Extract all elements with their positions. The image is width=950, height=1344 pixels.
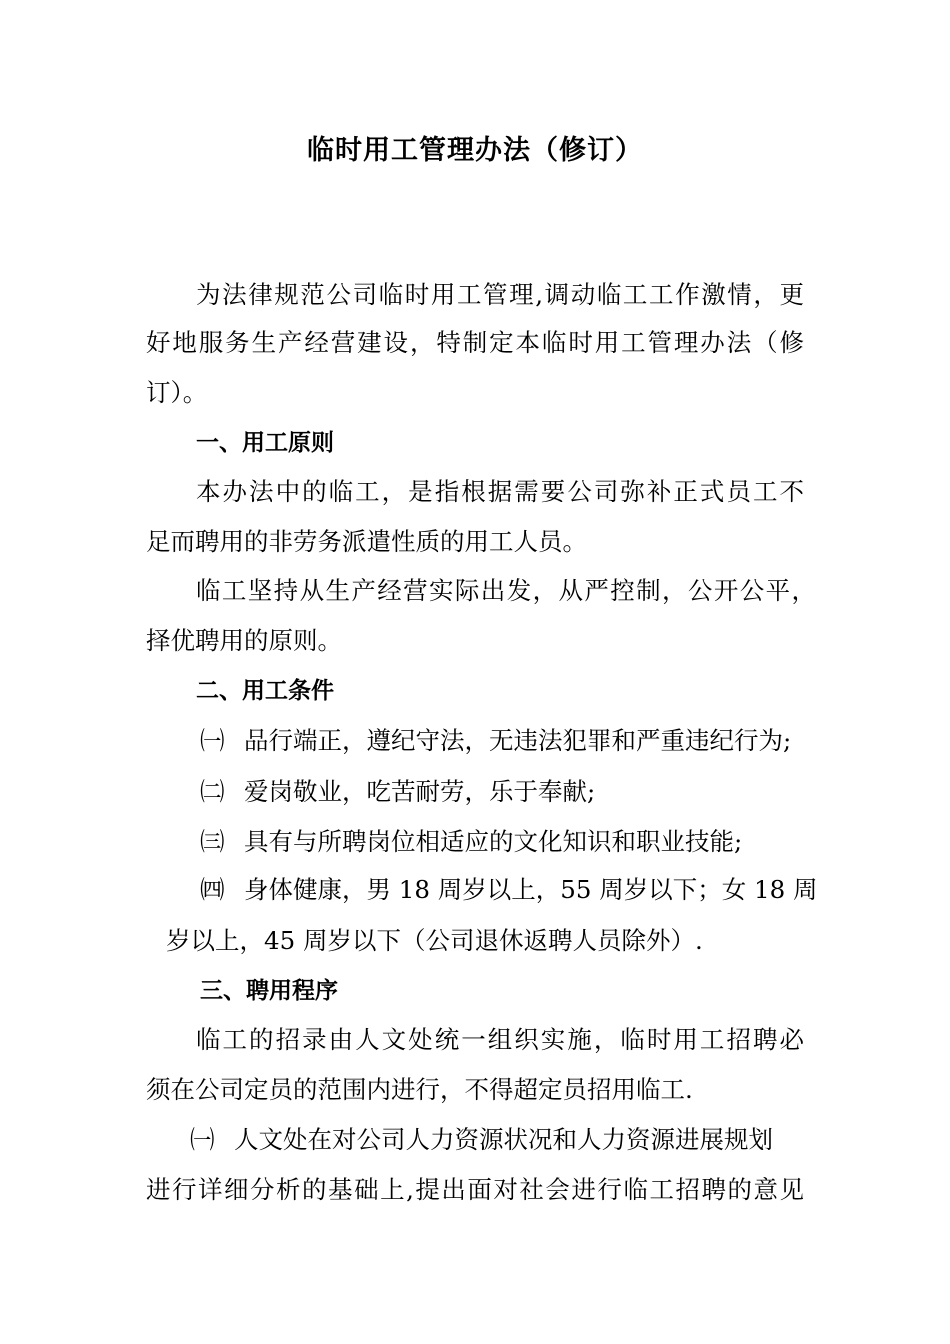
- paragraph-line: 临工的招录由人文处统一组织实施，临时用工招聘必: [196, 1025, 804, 1054]
- section-heading: 三、聘用程序: [200, 978, 338, 1004]
- list-marker: ㈠: [200, 726, 225, 755]
- list-item: [200, 725, 791, 757]
- list-item: [200, 874, 817, 906]
- document-title: 临时用工管理办法（修订）: [307, 135, 643, 166]
- paragraph-line: 岁以上，45 周岁以下（公司退休返聘人员除外）.: [166, 926, 703, 955]
- list-item: [190, 1124, 773, 1156]
- list-marker: ㈠: [190, 1125, 215, 1154]
- paragraph-line: 须在公司定员的范围内进行，不得超定员招用临工.: [146, 1075, 693, 1104]
- list-item-text: 人文处在对公司人力资源状况和人力资源进展规划: [234, 1125, 773, 1154]
- paragraph-line: 本办法中的临工，是指根据需要公司弥补正式员工不: [196, 477, 804, 506]
- paragraph-line: 进行详细分析的基础上,提出面对社会进行临工招聘的意见: [146, 1175, 804, 1204]
- paragraph-line: 好地服务生产经营建设，特制定本临时用工管理办法（修: [146, 328, 804, 357]
- section-heading: 一、用工原则: [196, 430, 334, 456]
- paragraph-line: 为法律规范公司临时用工管理,调动临工工作激情，更: [196, 280, 804, 309]
- list-item-text: 身体健康，男 18 周岁以上，55 周岁以下；女 18 周: [244, 875, 818, 904]
- list-marker: ㈢: [200, 827, 225, 856]
- list-item-text: 具有与所聘岗位相适应的文化知识和职业技能;: [244, 827, 743, 856]
- list-item-text: 爱岗敬业，吃苦耐劳，乐于奉献;: [244, 777, 596, 806]
- section-heading: 二、用工条件: [196, 678, 334, 704]
- paragraph-line: 订）。: [146, 378, 208, 407]
- paragraph-line: 择优聘用的原则。: [146, 626, 342, 655]
- list-item-text: 品行端正，遵纪守法，无违法犯罪和严重违纪行为;: [244, 726, 792, 755]
- list-marker: ㈣: [200, 875, 225, 904]
- list-item: [200, 826, 742, 858]
- list-item: [200, 776, 595, 808]
- paragraph-line: 临工坚持从生产经营实际出发，从严控制，公开公平，: [196, 576, 816, 605]
- list-marker: ㈡: [200, 777, 225, 806]
- paragraph-line: 足而聘用的非劳务派遣性质的用工人员。: [146, 527, 587, 556]
